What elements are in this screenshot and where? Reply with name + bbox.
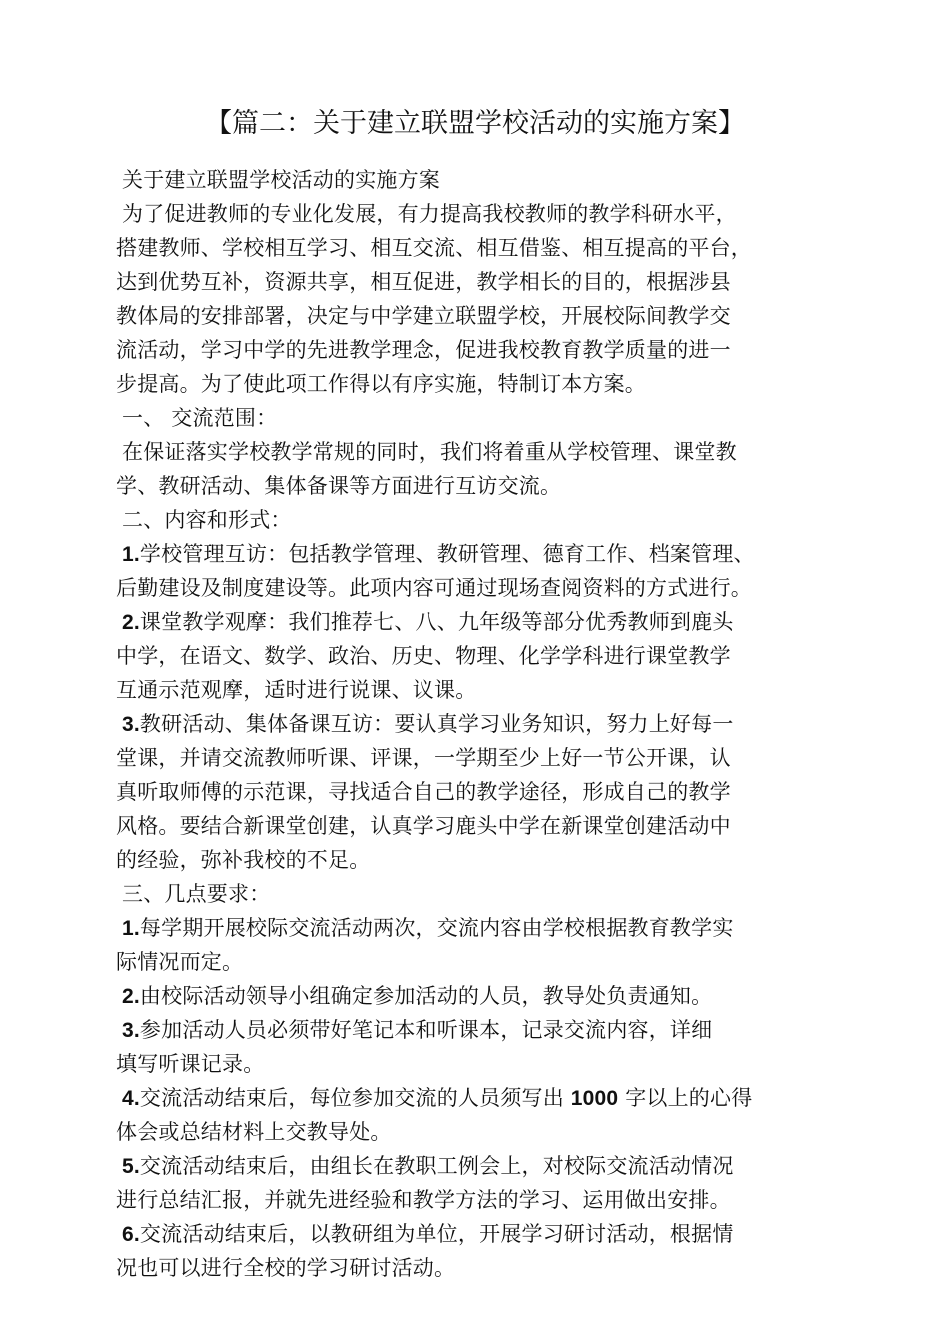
- list-item-first-line: [116, 1149, 876, 1183]
- item-text: 参加活动人员必须带好笔记本和听课本，记录交流内容，详细: [139, 1018, 713, 1042]
- item-number: 1.: [122, 917, 140, 940]
- item-number: 3.: [122, 1019, 140, 1042]
- word-count-number: 1000: [570, 1087, 619, 1110]
- item-number: 2.: [122, 985, 140, 1008]
- document-title: 【篇二：关于建立联盟学校活动的实施方案】: [205, 108, 745, 139]
- list-item-first-line: [116, 605, 876, 639]
- intro-line: 为了促进教师的专业化发展，有力提高我校教师的教学科研水平，: [122, 202, 737, 226]
- section-line: 学、教研活动、集体备课等方面进行互访交流。: [116, 474, 562, 498]
- item-number: 3.: [122, 713, 140, 736]
- document-subtitle: 关于建立联盟学校活动的实施方案: [122, 168, 440, 192]
- item-text: 字以上的心得: [618, 1086, 753, 1110]
- document-body: [116, 163, 876, 1285]
- list-item-line: 风格。要结合新课堂创建，认真学习鹿头中学在新课堂创建活动中: [116, 814, 731, 838]
- list-item-line: 际情况而定。: [116, 950, 244, 974]
- list-item-line: 体会或总结材料上交教导处。: [116, 1120, 392, 1144]
- item-text: 交流活动结束后，由组长在教职工例会上，对校际交流活动情况: [139, 1154, 734, 1178]
- list-item-first-line: [116, 1081, 876, 1115]
- list-item-line: 互通示范观摩，适时进行说课、议课。: [116, 678, 477, 702]
- list-item-line: 的经验，弥补我校的不足。: [116, 848, 371, 872]
- item-number: 6.: [122, 1223, 140, 1246]
- list-item-first-line: [116, 1013, 876, 1047]
- list-item-line: 况也可以进行全校的学习研讨活动。: [116, 1256, 456, 1280]
- item-text: 每学期开展校际交流活动两次，交流内容由学校根据教育教学实: [139, 916, 734, 940]
- intro-line: 搭建教师、学校相互学习、相互交流、相互借鉴、相互提高的平台，: [116, 236, 752, 260]
- list-item-line: 填写听课记录。: [116, 1052, 265, 1076]
- list-item-line: 后勤建设及制度建设等。此项内容可通过现场查阅资料的方式进行。: [116, 576, 752, 600]
- list-item-first-line: [116, 707, 876, 741]
- section-heading: 一、 交流范围：: [122, 406, 278, 430]
- intro-line: 教体局的安排部署，决定与中学建立联盟学校，开展校际间教学交: [116, 304, 731, 328]
- item-text: 由校际活动领导小组确定参加活动的人员，教导处负责通知。: [139, 984, 713, 1008]
- intro-line: 流活动，学习中学的先进教学理念，促进我校教育教学质量的进一: [116, 338, 731, 362]
- list-item-first-line: [116, 537, 876, 571]
- section-heading: 三、几点要求：: [122, 882, 271, 906]
- list-item-line: 堂课，并请交流教师听课、评课，一学期至少上好一节公开课，认: [116, 746, 731, 770]
- list-item-first-line: [116, 1217, 876, 1251]
- section-heading: 二、内容和形式：: [122, 508, 292, 532]
- item-number: 5.: [122, 1155, 140, 1178]
- list-item-line: 中学，在语文、数学、政治、历史、物理、化学学科进行课堂教学: [116, 644, 731, 668]
- item-text: 交流活动结束后，每位参加交流的人员须写出: [139, 1086, 571, 1110]
- item-number: 1.: [122, 543, 140, 566]
- item-text: 课堂教学观摩：我们推荐七、八、九年级等部分优秀教师到鹿头: [139, 610, 734, 634]
- item-text: 学校管理互访：包括教学管理、教研管理、德育工作、档案管理、: [139, 542, 755, 566]
- list-item-line: 真听取师傅的示范课，寻找适合自己的教学途径，形成自己的教学: [116, 780, 731, 804]
- list-item-first-line: [116, 911, 876, 945]
- item-number: 4.: [122, 1087, 140, 1110]
- section-line: 在保证落实学校教学常规的同时，我们将着重从学校管理、课堂教: [122, 440, 737, 464]
- list-item-first-line: [116, 979, 876, 1013]
- item-number: 2.: [122, 611, 140, 634]
- item-text: 教研活动、集体备课互访：要认真学习业务知识，努力上好每一: [139, 712, 734, 736]
- list-item-line: 进行总结汇报，并就先进经验和教学方法的学习、运用做出安排。: [116, 1188, 731, 1212]
- intro-line: 步提高。为了使此项工作得以有序实施，特制订本方案。: [116, 372, 646, 396]
- item-text: 交流活动结束后，以教研组为单位，开展学习研讨活动，根据情: [139, 1222, 734, 1246]
- intro-line: 达到优势互补，资源共享，相互促进，教学相长的目的，根据涉县: [116, 270, 731, 294]
